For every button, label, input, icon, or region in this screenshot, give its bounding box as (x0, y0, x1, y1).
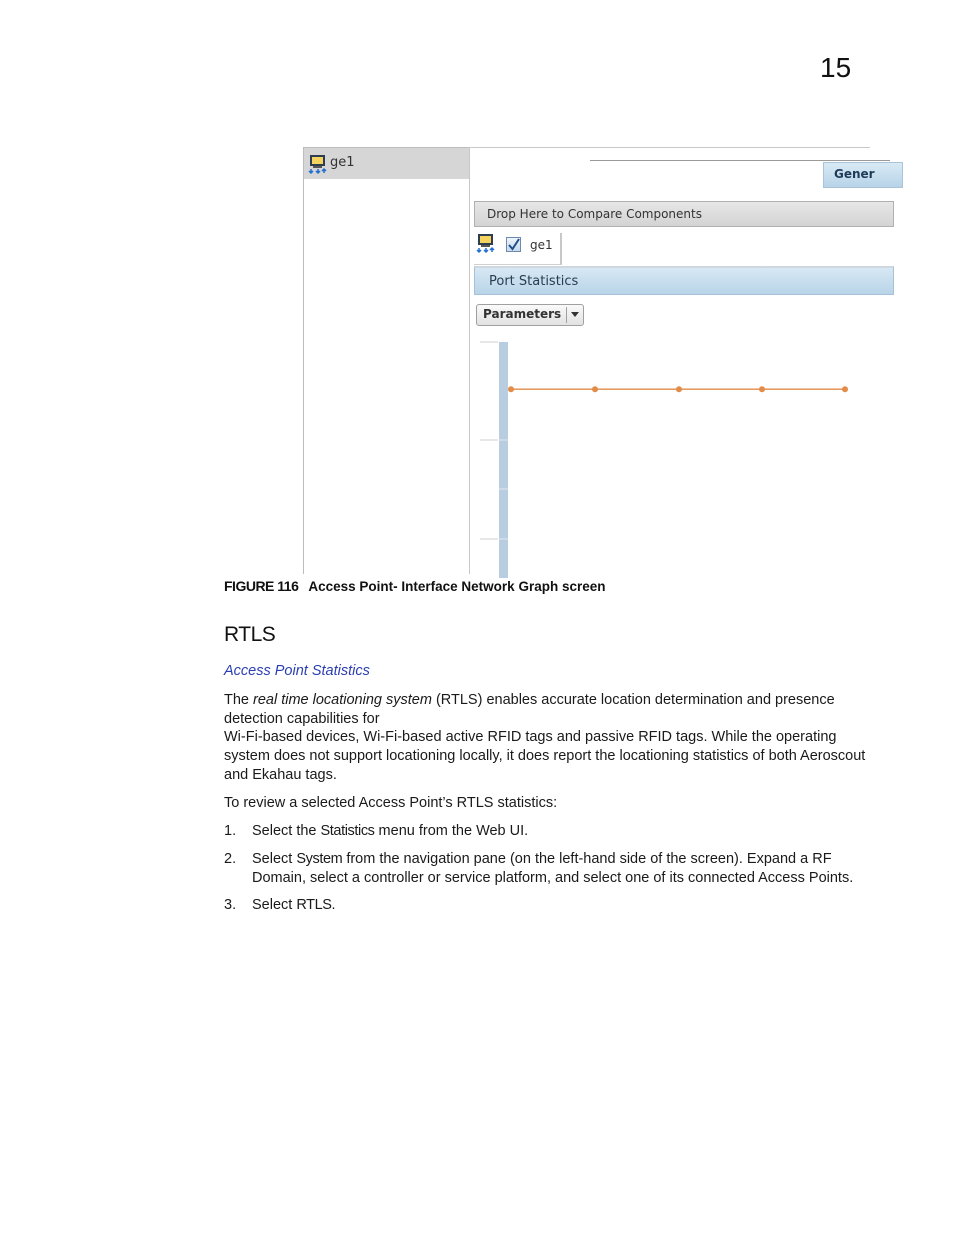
parameters-dropdown[interactable] (476, 304, 584, 326)
tree-item-ge1[interactable] (304, 147, 469, 179)
divider-line (590, 160, 890, 161)
port-statistics-header: Port Statistics (474, 266, 894, 295)
figure-screenshot (303, 147, 875, 574)
dropdown-divider (566, 307, 567, 323)
access-point-statistics-link[interactable]: Access Point Statistics (224, 663, 370, 679)
step-text (252, 822, 874, 841)
component-tab-label: ge1 (530, 238, 553, 252)
step-text (252, 896, 874, 915)
figure-number: FIGURE 116 (224, 578, 299, 594)
content-pane (470, 147, 875, 575)
component-checkbox[interactable] (506, 237, 521, 252)
chevron-down-icon (571, 312, 579, 318)
step-text (252, 850, 874, 887)
checkmark-icon (508, 238, 520, 251)
paragraph-italic-term: real time locationing system (253, 692, 432, 708)
network-graph (470, 333, 870, 578)
graph-data-point (842, 386, 848, 392)
step-text-part: from the navigation pane (on the left-hand side of the screen). Expand a RF Domain, select a controller or service platform, and select one of its connected Access Points. (252, 851, 854, 886)
figure-caption (224, 578, 605, 594)
parameters-label: Parameters (483, 307, 562, 321)
tab-general[interactable]: Gener (823, 162, 903, 188)
paragraph-text: (RTLS) enables accurate location determination and presence detection capabilities for (224, 692, 835, 727)
step-text-part: Select (252, 851, 297, 867)
network-interface-icon (476, 233, 496, 258)
step-text-part: . (331, 897, 336, 913)
graph-data-point (592, 386, 598, 392)
step-number: 3. (224, 897, 237, 913)
paragraph-text: The (224, 692, 254, 708)
step-ui-term: Statistics (320, 823, 375, 839)
graph-y-axis-bar (499, 342, 508, 578)
step-number: 1. (224, 823, 237, 839)
step-ui-term: System (296, 851, 343, 867)
navigation-tree-pane (303, 147, 470, 574)
graph-data-point (508, 386, 514, 392)
chapter-number: 15 (820, 52, 852, 83)
step-ui-term: RTLS (296, 897, 332, 913)
section-heading: RTLS (224, 623, 276, 646)
step-text-part: menu from the Web UI. (374, 823, 529, 839)
procedure-intro-paragraph: To review a selected Access Point’s RTLS statistics: (224, 795, 558, 811)
figure-title: Access Point- Interface Network Graph screen (308, 579, 606, 594)
step-number: 2. (224, 851, 237, 867)
graph-data-point (759, 386, 765, 392)
paragraph-text: Wi-Fi-based devices, Wi-Fi-based active RFID tags and passive RFID tags. While the operating system does not support locationing locally, it does report the locationing statistics of both Aeroscout and Ekahau tags. (224, 729, 866, 783)
graph-data-point (676, 386, 682, 392)
network-interface-icon (308, 154, 328, 179)
step-text-part: Select (252, 897, 297, 913)
compare-components-drop-zone[interactable]: Drop Here to Compare Components (474, 201, 894, 227)
rtls-description-paragraph (224, 691, 874, 785)
component-tab-ge1[interactable] (474, 233, 562, 265)
tree-item-label: ge1 (330, 155, 355, 170)
step-text-part: Select the (252, 823, 321, 839)
